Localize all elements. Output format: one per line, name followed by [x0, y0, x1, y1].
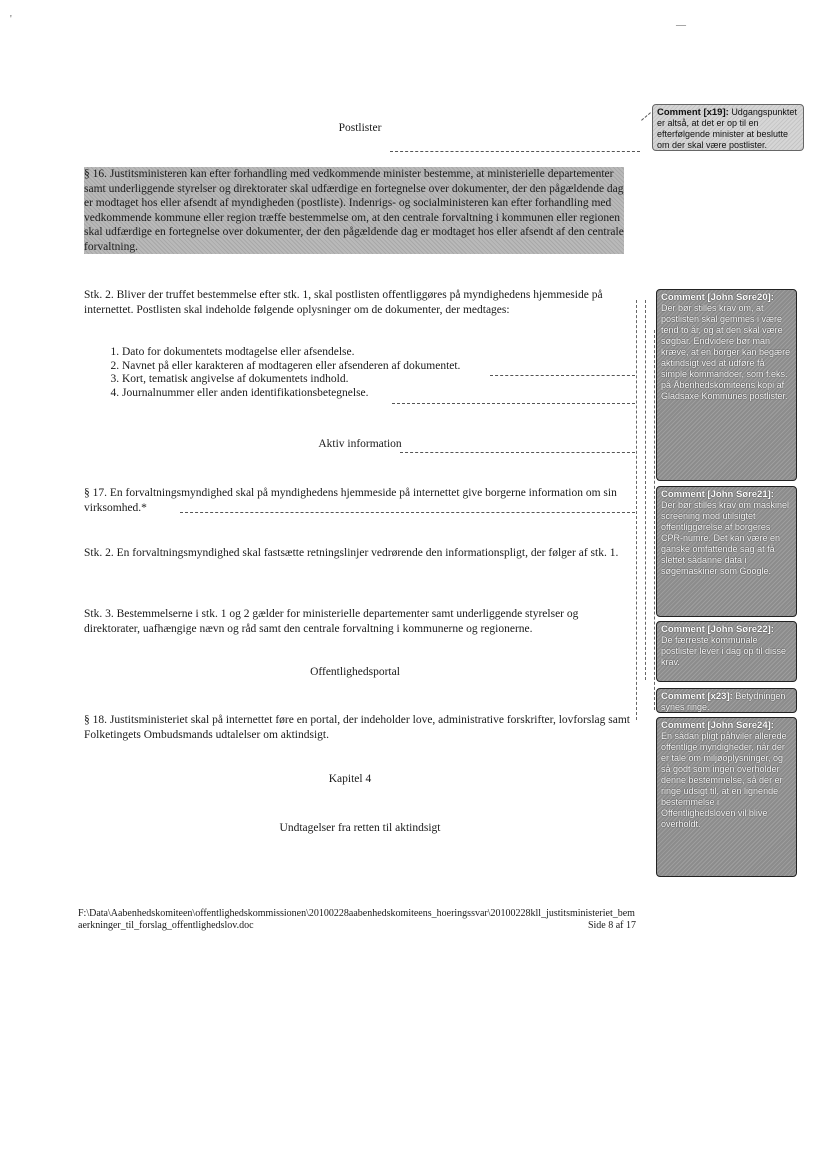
comment-text: De færreste kommunale postlister lever i dag op til disse krav. [661, 635, 787, 667]
paragraph-17-stk2: Stk. 2. En forvaltningsmyndighed skal fastsætte retningslinjer vedrørende den informationspligt, der følger af stk. 1. [84, 547, 619, 559]
comment-x23[interactable] [656, 688, 797, 713]
comment-header: Comment [John Søre24]: [661, 720, 774, 731]
list-item: 4. Journalnummer eller anden identifikationsbetegnelse. [122, 387, 642, 401]
comment-text: Der bør stilles krav om maskinel screening mod utilsigtet offentliggørelse af borgeres CPR-numre. Det kan være en ganske omfattende sag at få slettet sådanne data i søgemaskiner som Google. [661, 500, 790, 576]
comment-john-sore20[interactable] [656, 289, 797, 481]
comment-john-sore22[interactable] [656, 621, 797, 682]
comment-connector [641, 112, 651, 120]
comment-header: Comment [x19]: [657, 107, 729, 118]
scan-mark: ' [10, 14, 12, 25]
comment-connector [490, 375, 635, 376]
comment-connector [400, 452, 635, 453]
comment-text: Udgangspunktet er altså, at det er op til en efterfølgende minister at beslutte om der skal være postlister. [657, 107, 797, 150]
postliste-requirements-list [84, 346, 642, 400]
comment-text: Der bør stilles krav om, at postlisten skal gemmes i være tend to år, og at den skal være søgbar. Endvidere bør man kræve, at en borger kan begære aktindsigt ved at udføre få simple kommandoer, som f.eks. på Åbenhedskomiteens kopi af Gladsaxe Kommunes postlister. [661, 303, 791, 401]
comment-x19[interactable] [652, 104, 804, 151]
heading-kapitel-4: Kapitel 4 [328, 773, 372, 785]
paragraph-17-stk3: Stk. 3. Bestemmelserne i stk. 1 og 2 gælder for ministerielle departementer samt underliggende styrelser og direktorater, uafhængige nævn og råd samt den centrale forvaltning i kommunerne og regionerne. [84, 608, 579, 635]
list-item: 2. Navnet på eller karakteren af modtageren eller afsenderen af dokumentet. [122, 360, 642, 374]
comment-connector [390, 151, 640, 152]
comment-text: En sådan pligt påhviler allerede offentlige myndigheder, når der er tale om miljøoplysninger, og så godt som ingen overholder denne bestemmelse, så der er ringe udsigt til, at en lignende bestemmelse i Offentlighedsloven vil blive overholdt. [661, 731, 787, 829]
comment-john-sore21[interactable] [656, 486, 797, 617]
footer-page-number: Side 8 af 17 [566, 920, 636, 932]
paragraph-16-stk2: Stk. 2. Bliver der truffet bestemmelse efter stk. 1, skal postlisten offentliggøres på myndighedens hjemmeside på internettet. Postlisten skal indeholde følgende oplysninger om de dokumenter, der medtages: [84, 289, 603, 316]
comment-header: Comment [John Søre20]: [661, 292, 774, 303]
comment-header: Comment [John Søre21]: [661, 489, 774, 500]
comment-john-sore24[interactable] [656, 717, 797, 877]
paragraph-16: § 16. Justitsministeren kan efter forhandling med vedkommende minister bestemme, at ministerielle departementer samt underliggende styrelser og direktorater skal udfærdige en fortegnelse over dokumenter, der den pågældende dag er modtaget hos eller afsendt af myndigheden (postliste). Indenrigs- og socialministeren kan efter forhandling med vedkommende kommune eller region træffe bestemmelse om, at den centrale forvaltning i kommunen eller regionen skal udfærdige en fortegnelse over dokumenter, der den pågældende dag er modtaget hos eller afsendt af den centrale forvaltning. [84, 168, 624, 253]
paragraph-17: § 17. En forvaltningsmyndighed skal på myndighedens hjemmeside på internettet give borgerne information om sin virksomhed.* [84, 487, 617, 514]
comment-text: Betydningen synes ringe. [661, 691, 786, 712]
comment-connector [645, 300, 646, 680]
comment-connector [392, 403, 635, 404]
footer-path: F:\Data\Aabenhedskomiteen\offentlighedskommissionen\20100228aabenhedskomiteens_hoeringssvar\20100228kll_justitsministeriet_bemaerkninger_til_forslag_offentlighedslov.doc [78, 908, 635, 931]
heading-undtagelser: Undtagelser fra retten til aktindsigt [279, 822, 441, 834]
comment-connector [636, 300, 637, 720]
heading-aktiv-information: Aktiv information [318, 438, 402, 450]
heading-postlister: Postlister [338, 122, 382, 134]
list-item: 1. Dato for dokumentets modtagelse eller afsendelse. [122, 346, 642, 360]
scan-mark: — [676, 20, 686, 31]
comment-header: Comment [x23]: [661, 691, 733, 702]
comment-connector [654, 330, 655, 710]
list-item: 3. Kort, tematisk angivelse af dokumentets indhold. [122, 373, 642, 387]
comment-header: Comment [John Søre22]: [661, 624, 774, 635]
paragraph-18: § 18. Justitsministeriet skal på internettet føre en portal, der indeholder love, administrative forskrifter, lovforslag samt Folketingets Ombudsmands udtalelser om aktindsigt. [84, 714, 630, 741]
comment-connector [180, 512, 635, 513]
heading-offentlighedsportal: Offentlighedsportal [310, 666, 400, 678]
